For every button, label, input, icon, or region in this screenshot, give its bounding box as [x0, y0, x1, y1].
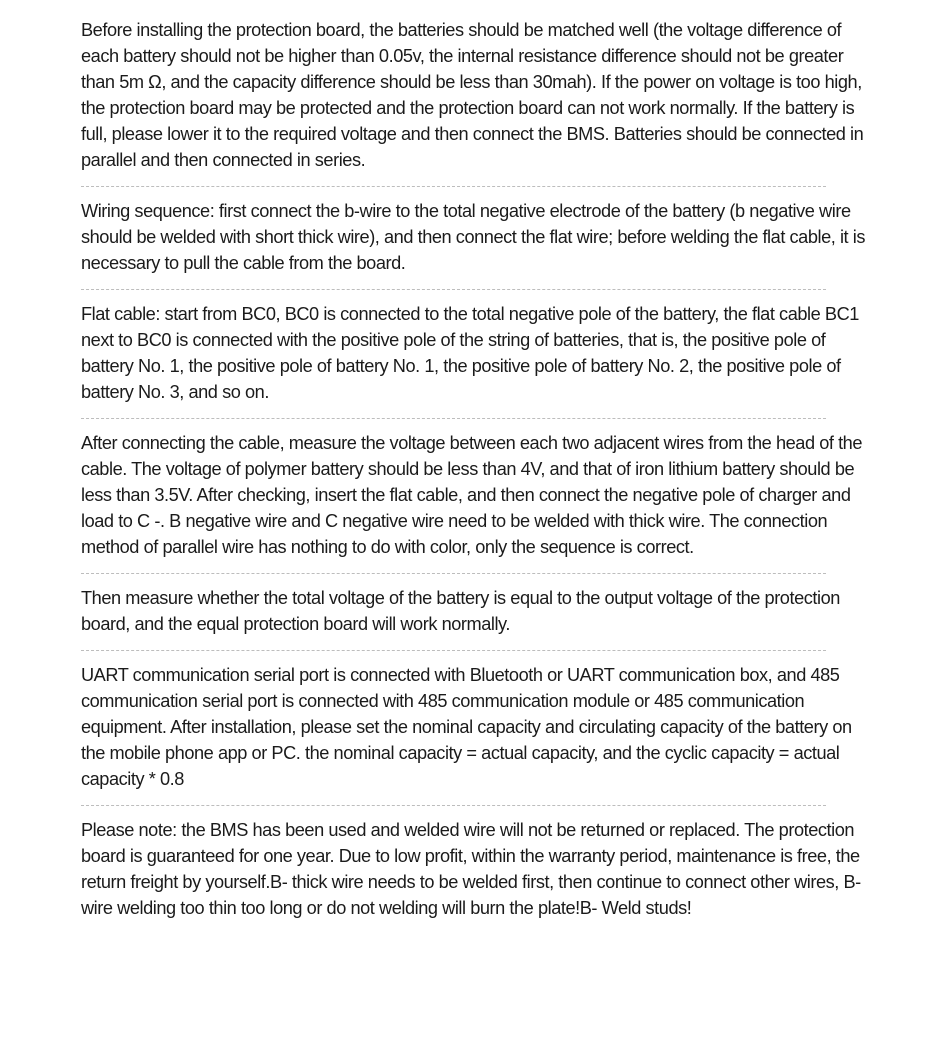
dashed-divider: [81, 805, 826, 806]
paragraph-battery-matching: Before installing the protection board, the batteries should be matched well (the voltage difference of each battery should not be higher than 0.05v, the internal resistance difference should not be greater than 5m Ω, and the capacity difference should be less than 30mah). If the power on voltage is too high, the protection board may be protected and the protection board can not work normally. If the battery is full, please lower it to the required voltage and then connect the BMS. Batteries should be connected in parallel and then connected in series.: [81, 20, 864, 170]
paragraph-voltage-check: After connecting the cable, measure the voltage between each two adjacent wires from the head of the cable. The voltage of polymer battery should be less than 4V, and that of iron lithium battery should be less than 3.5V. After checking, insert the flat cable, and then connect the negative pole of charger and load to C -. B negative wire and C negative wire need to be welded with thick wire. The connection method of parallel wire has nothing to do with color, only the sequence is correct.: [81, 433, 863, 557]
paragraph-total-voltage: Then measure whether the total voltage of the battery is equal to the output voltage of the protection board, and the equal protection board will work normally.: [81, 588, 840, 634]
paragraph-flat-cable: Flat cable: start from BC0, BC0 is connected to the total negative pole of the battery, the flat cable BC1 next to BC0 is connected with the positive pole of the string of batteries, that is, the positive pole of battery No. 1, the positive pole of battery No. 1, the positive pole of battery No. 2, the positive pole of battery No. 3, and so on.: [81, 304, 859, 402]
paragraph-wiring-sequence: Wiring sequence: first connect the b-wire to the total negative electrode of the battery (b negative wire should be welded with short thick wire), and then connect the flat wire; before welding the flat cable, it is necessary to pull the cable from the board.: [81, 201, 865, 273]
instruction-document: [81, 17, 871, 921]
dashed-divider: [81, 186, 826, 187]
dashed-divider: [81, 289, 826, 290]
dashed-divider: [81, 573, 826, 574]
dashed-divider: [81, 650, 826, 651]
dashed-divider: [81, 418, 826, 419]
paragraph-warranty-note: Please note: the BMS has been used and welded wire will not be returned or replaced. The protection board is guaranteed for one year. Due to low profit, within the warranty period, maintenance is free, the return freight by yourself.B- thick wire needs to be welded first, then continue to connect other wires, B- wire welding too thin too long or do not welding will burn the plate!B- Weld studs!: [81, 820, 861, 918]
paragraph-uart-communication: UART communication serial port is connected with Bluetooth or UART communication box, and 485 communication serial port is connected with 485 communication module or 485 communication equipment. After installation, please set the nominal capacity and circulating capacity of the battery on the mobile phone app or PC. the nominal capacity = actual capacity, and the cyclic capacity = actual capacity * 0.8: [81, 665, 852, 789]
